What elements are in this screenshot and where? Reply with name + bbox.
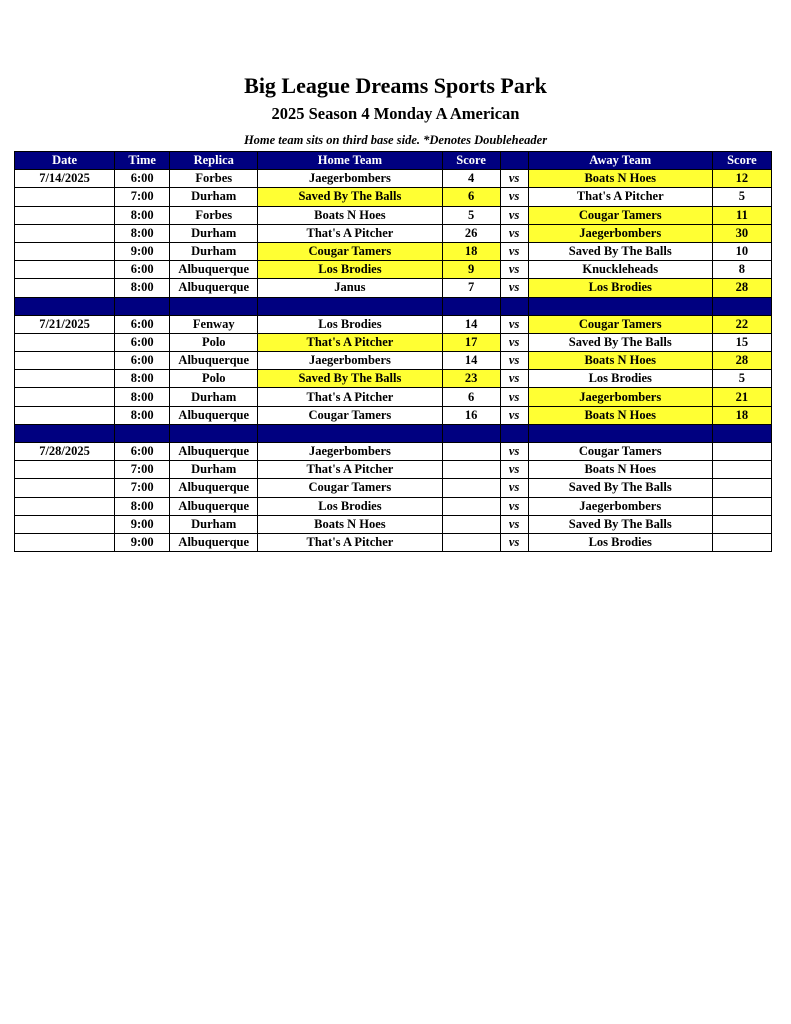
schedule-body xyxy=(15,170,772,552)
game-row xyxy=(15,533,772,551)
home-score xyxy=(442,497,500,515)
home-score: 14 xyxy=(442,315,500,333)
home-score xyxy=(442,533,500,551)
vs-label: vs xyxy=(500,279,528,297)
game-time: 9:00 xyxy=(115,515,170,533)
home-team: Saved By The Balls xyxy=(258,370,442,388)
home-team: Jaegerbombers xyxy=(258,170,442,188)
vs-label: vs xyxy=(500,352,528,370)
game-date xyxy=(15,224,115,242)
home-score: 5 xyxy=(442,206,500,224)
game-time: 8:00 xyxy=(115,370,170,388)
game-row xyxy=(15,515,772,533)
game-replica: Forbes xyxy=(170,170,258,188)
page-subtitle: 2025 Season 4 Monday A American xyxy=(271,104,520,123)
game-time: 7:00 xyxy=(115,188,170,206)
home-team: Los Brodies xyxy=(258,497,442,515)
separator-cell xyxy=(15,424,115,442)
game-time: 8:00 xyxy=(115,279,170,297)
vs-label: vs xyxy=(500,479,528,497)
game-replica: Albuquerque xyxy=(170,443,258,461)
game-row xyxy=(15,479,772,497)
game-time: 6:00 xyxy=(115,170,170,188)
away-score: 22 xyxy=(712,315,771,333)
away-team: Saved By The Balls xyxy=(528,479,712,497)
game-row xyxy=(15,333,772,351)
game-replica: Durham xyxy=(170,388,258,406)
home-team: Saved By The Balls xyxy=(258,188,442,206)
away-team: Saved By The Balls xyxy=(528,333,712,351)
game-date: 7/28/2025 xyxy=(15,443,115,461)
away-score: 21 xyxy=(712,388,771,406)
home-score: 9 xyxy=(442,261,500,279)
home-team: Cougar Tamers xyxy=(258,242,442,260)
game-time: 6:00 xyxy=(115,352,170,370)
game-row xyxy=(15,461,772,479)
game-row xyxy=(15,224,772,242)
away-score xyxy=(712,515,771,533)
home-team: Boats N Hoes xyxy=(258,206,442,224)
game-replica: Durham xyxy=(170,515,258,533)
away-team: Knuckleheads xyxy=(528,261,712,279)
game-date xyxy=(15,279,115,297)
vs-label: vs xyxy=(500,188,528,206)
game-row xyxy=(15,242,772,260)
home-team: Los Brodies xyxy=(258,261,442,279)
game-time: 6:00 xyxy=(115,443,170,461)
home-score xyxy=(442,479,500,497)
away-team: That's A Pitcher xyxy=(528,188,712,206)
home-team: Cougar Tamers xyxy=(258,479,442,497)
vs-label: vs xyxy=(500,206,528,224)
game-time: 8:00 xyxy=(115,497,170,515)
game-replica: Polo xyxy=(170,333,258,351)
home-score xyxy=(442,461,500,479)
away-team: Cougar Tamers xyxy=(528,206,712,224)
separator-cell xyxy=(170,424,258,442)
game-date xyxy=(15,261,115,279)
separator-cell xyxy=(442,297,500,315)
game-time: 8:00 xyxy=(115,388,170,406)
game-date xyxy=(15,479,115,497)
home-score: 18 xyxy=(442,242,500,260)
game-time: 8:00 xyxy=(115,206,170,224)
separator-cell xyxy=(15,297,115,315)
game-date xyxy=(15,406,115,424)
col-header-away-team: Away Team xyxy=(528,152,712,170)
away-team: Boats N Hoes xyxy=(528,170,712,188)
home-team: That's A Pitcher xyxy=(258,388,442,406)
separator-cell xyxy=(442,424,500,442)
home-team: That's A Pitcher xyxy=(258,461,442,479)
separator-cell xyxy=(258,297,442,315)
game-replica: Albuquerque xyxy=(170,497,258,515)
away-team: Jaegerbombers xyxy=(528,497,712,515)
vs-label: vs xyxy=(500,224,528,242)
home-score xyxy=(442,443,500,461)
game-date xyxy=(15,188,115,206)
home-score: 14 xyxy=(442,352,500,370)
home-team: Los Brodies xyxy=(258,315,442,333)
home-team: Boats N Hoes xyxy=(258,515,442,533)
vs-label: vs xyxy=(500,261,528,279)
col-header-home-score: Score xyxy=(442,152,500,170)
game-replica: Albuquerque xyxy=(170,261,258,279)
col-header-replica: Replica xyxy=(170,152,258,170)
away-team: Boats N Hoes xyxy=(528,461,712,479)
vs-label: vs xyxy=(500,333,528,351)
away-team: Cougar Tamers xyxy=(528,443,712,461)
game-date: 7/21/2025 xyxy=(15,315,115,333)
away-score: 10 xyxy=(712,242,771,260)
game-replica: Durham xyxy=(170,224,258,242)
vs-label: vs xyxy=(500,170,528,188)
away-team: Jaegerbombers xyxy=(528,388,712,406)
home-team: That's A Pitcher xyxy=(258,533,442,551)
separator-cell xyxy=(500,297,528,315)
vs-label: vs xyxy=(500,497,528,515)
away-score: 8 xyxy=(712,261,771,279)
separator-cell xyxy=(500,424,528,442)
game-date xyxy=(15,242,115,260)
away-team: Jaegerbombers xyxy=(528,224,712,242)
home-score: 17 xyxy=(442,333,500,351)
game-replica: Forbes xyxy=(170,206,258,224)
game-row xyxy=(15,370,772,388)
game-row xyxy=(15,206,772,224)
away-score xyxy=(712,497,771,515)
vs-label: vs xyxy=(500,370,528,388)
away-score xyxy=(712,479,771,497)
game-date: 7/14/2025 xyxy=(15,170,115,188)
home-team: That's A Pitcher xyxy=(258,333,442,351)
vs-label: vs xyxy=(500,515,528,533)
home-team: Jaegerbombers xyxy=(258,443,442,461)
game-row xyxy=(15,315,772,333)
home-team: Janus xyxy=(258,279,442,297)
vs-label: vs xyxy=(500,443,528,461)
separator-cell xyxy=(258,424,442,442)
away-score: 28 xyxy=(712,352,771,370)
game-row xyxy=(15,352,772,370)
game-row xyxy=(15,443,772,461)
game-date xyxy=(15,533,115,551)
game-date xyxy=(15,370,115,388)
vs-label: vs xyxy=(500,406,528,424)
away-score: 12 xyxy=(712,170,771,188)
game-time: 6:00 xyxy=(115,315,170,333)
game-time: 9:00 xyxy=(115,242,170,260)
separator-cell xyxy=(528,297,712,315)
home-score: 16 xyxy=(442,406,500,424)
col-header-date: Date xyxy=(15,152,115,170)
game-replica: Albuquerque xyxy=(170,279,258,297)
game-date xyxy=(15,206,115,224)
game-row xyxy=(15,188,772,206)
game-time: 8:00 xyxy=(115,406,170,424)
page-note: Home team sits on third base side. *Denotes Doubleheader xyxy=(243,133,548,147)
separator-cell xyxy=(712,297,771,315)
vs-label: vs xyxy=(500,533,528,551)
game-row xyxy=(15,170,772,188)
home-score: 4 xyxy=(442,170,500,188)
game-replica: Durham xyxy=(170,242,258,260)
game-replica: Albuquerque xyxy=(170,479,258,497)
away-score xyxy=(712,443,771,461)
away-score: 5 xyxy=(712,370,771,388)
game-replica: Durham xyxy=(170,461,258,479)
separator-cell xyxy=(528,424,712,442)
away-team: Boats N Hoes xyxy=(528,352,712,370)
separator-cell xyxy=(115,424,170,442)
home-score: 6 xyxy=(442,388,500,406)
col-header-vs xyxy=(500,152,528,170)
game-replica: Fenway xyxy=(170,315,258,333)
away-team: Saved By The Balls xyxy=(528,515,712,533)
away-team: Los Brodies xyxy=(528,279,712,297)
home-team: Cougar Tamers xyxy=(258,406,442,424)
week-separator-row xyxy=(15,424,772,442)
game-date xyxy=(15,515,115,533)
away-team: Boats N Hoes xyxy=(528,406,712,424)
game-date xyxy=(15,461,115,479)
home-score: 23 xyxy=(442,370,500,388)
week-separator-row xyxy=(15,297,772,315)
vs-label: vs xyxy=(500,242,528,260)
game-time: 6:00 xyxy=(115,261,170,279)
game-time: 8:00 xyxy=(115,224,170,242)
game-row xyxy=(15,261,772,279)
away-score: 30 xyxy=(712,224,771,242)
game-date xyxy=(15,352,115,370)
game-row xyxy=(15,279,772,297)
away-team: Los Brodies xyxy=(528,533,712,551)
game-replica: Albuquerque xyxy=(170,533,258,551)
game-row xyxy=(15,406,772,424)
game-replica: Albuquerque xyxy=(170,352,258,370)
game-replica: Durham xyxy=(170,188,258,206)
schedule-table xyxy=(14,151,772,552)
home-team: Jaegerbombers xyxy=(258,352,442,370)
away-team: Cougar Tamers xyxy=(528,315,712,333)
home-score: 7 xyxy=(442,279,500,297)
col-header-time: Time xyxy=(115,152,170,170)
home-score: 6 xyxy=(442,188,500,206)
separator-cell xyxy=(712,424,771,442)
vs-label: vs xyxy=(500,461,528,479)
away-score: 11 xyxy=(712,206,771,224)
game-date xyxy=(15,333,115,351)
home-score: 26 xyxy=(442,224,500,242)
game-date xyxy=(15,497,115,515)
away-score xyxy=(712,533,771,551)
game-time: 6:00 xyxy=(115,333,170,351)
away-team: Los Brodies xyxy=(528,370,712,388)
header-row xyxy=(15,152,772,170)
page-title: Big League Dreams Sports Park xyxy=(244,73,547,98)
game-time: 7:00 xyxy=(115,461,170,479)
home-team: That's A Pitcher xyxy=(258,224,442,242)
separator-cell xyxy=(170,297,258,315)
away-score: 5 xyxy=(712,188,771,206)
game-time: 9:00 xyxy=(115,533,170,551)
home-score xyxy=(442,515,500,533)
game-time: 7:00 xyxy=(115,479,170,497)
col-header-away-score: Score xyxy=(712,152,771,170)
away-team: Saved By The Balls xyxy=(528,242,712,260)
game-replica: Polo xyxy=(170,370,258,388)
separator-cell xyxy=(115,297,170,315)
away-score: 28 xyxy=(712,279,771,297)
away-score: 18 xyxy=(712,406,771,424)
col-header-home-team: Home Team xyxy=(258,152,442,170)
vs-label: vs xyxy=(500,315,528,333)
vs-label: vs xyxy=(500,388,528,406)
away-score: 15 xyxy=(712,333,771,351)
game-replica: Albuquerque xyxy=(170,406,258,424)
game-row xyxy=(15,497,772,515)
away-score xyxy=(712,461,771,479)
game-date xyxy=(15,388,115,406)
game-row xyxy=(15,388,772,406)
